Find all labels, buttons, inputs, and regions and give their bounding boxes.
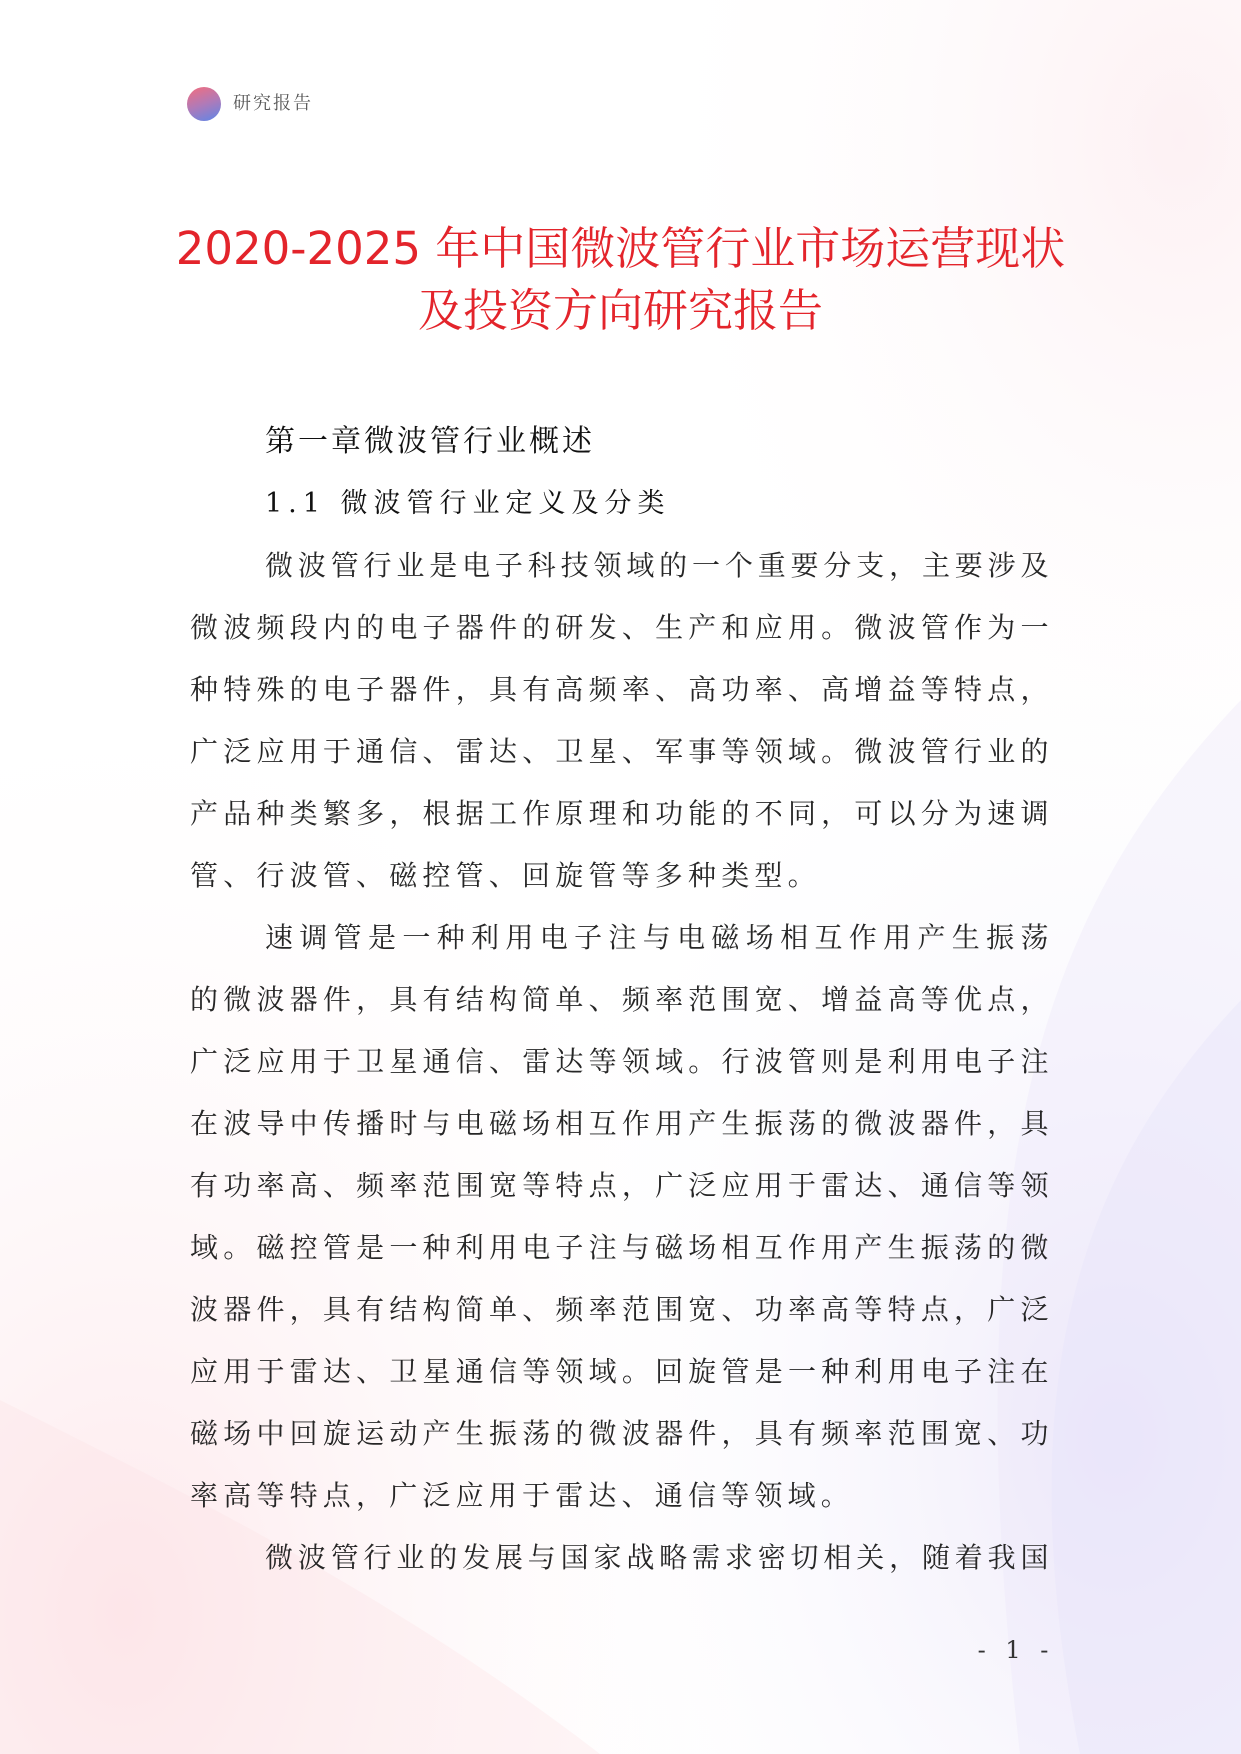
paragraph-line: 广泛应用于卫星通信、雷达等领域。行波管则是利用电子注 (190, 1045, 1053, 1078)
section-heading: 1.1 微波管行业定义及分类 (265, 488, 671, 519)
paragraph-line: 波器件，具有结构简单、频率范围宽、功率高等特点，广泛 (190, 1293, 1053, 1326)
document-title (0, 218, 1241, 342)
paragraph-1 (190, 535, 1053, 907)
paragraph-line: 微波管行业是电子科技领域的一个重要分支，主要涉及 (265, 549, 1053, 582)
paragraph-line: 的微波器件，具有结构简单、频率范围宽、增益高等优点， (190, 983, 1053, 1016)
paragraph-line: 率高等特点，广泛应用于雷达、通信等领域。 (190, 1479, 855, 1512)
page-number: - 1 - (977, 1636, 1055, 1664)
title-line-2: 及投资方向研究报告 (417, 284, 823, 337)
paragraph-line: 种特殊的电子器件，具有高频率、高功率、高增益等特点， (190, 673, 1053, 706)
paragraph-2 (190, 907, 1053, 1527)
paragraph-line: 产品种类繁多，根据工作原理和功能的不同，可以分为速调 (190, 797, 1053, 830)
paragraph-line: 应用于雷达、卫星通信等领域。回旋管是一种利用电子注在 (190, 1355, 1053, 1388)
header-label: 研究报告 (233, 93, 313, 114)
paragraph-3 (190, 1527, 1053, 1589)
chapter-heading: 第一章微波管行业概述 (265, 424, 595, 459)
paragraph-line: 微波管行业的发展与国家战略需求密切相关，随着我国 (265, 1541, 1053, 1574)
paragraph-line: 在波导中传播时与电磁场相互作用产生振荡的微波器件，具 (190, 1107, 1053, 1140)
paragraph-line: 磁场中回旋运动产生振荡的微波器件，具有频率范围宽、功 (190, 1417, 1053, 1450)
paragraph-line: 广泛应用于通信、雷达、卫星、军事等领域。微波管行业的 (190, 735, 1053, 768)
document-body (190, 411, 1053, 1589)
paragraph-line: 微波频段内的电子器件的研发、生产和应用。微波管作为一 (190, 611, 1053, 644)
paragraph-line: 有功率高、频率范围宽等特点，广泛应用于雷达、通信等领 (190, 1169, 1053, 1202)
paragraph-line: 管、行波管、磁控管、回旋管等多种类型。 (190, 859, 821, 892)
title-line-1: 2020-2025 年中国微波管行业市场运营现状 (175, 222, 1066, 275)
paragraph-line: 域。磁控管是一种利用电子注与磁场相互作用产生振荡的微 (190, 1231, 1053, 1264)
paragraph-line: 速调管是一种利用电子注与电磁场相互作用产生振荡 (265, 921, 1053, 954)
report-logo-icon (187, 87, 221, 121)
